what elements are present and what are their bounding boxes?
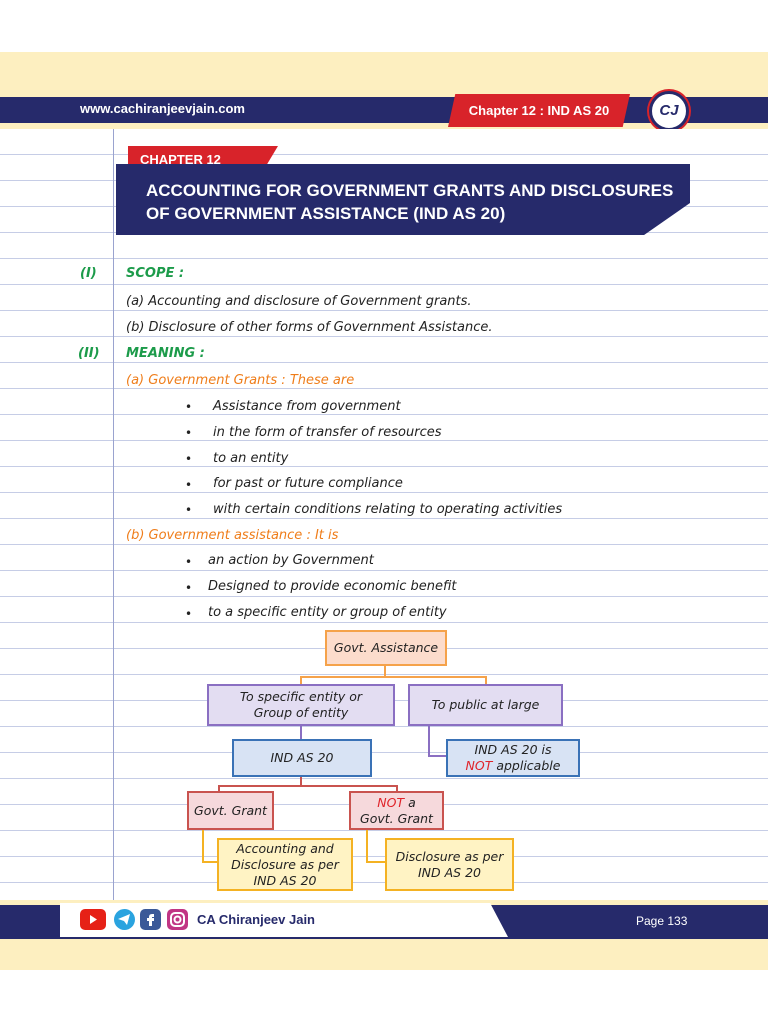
connector-grant-down bbox=[202, 829, 204, 863]
flow-govt-assistance bbox=[325, 630, 447, 666]
connector-not-grant-disc bbox=[366, 861, 386, 863]
logo-text: CJ bbox=[659, 102, 679, 119]
flow-disclosure bbox=[385, 838, 514, 891]
scope-item-b: (b) Disclosure of other forms of Government Assistance. bbox=[126, 320, 493, 335]
margin-line bbox=[113, 129, 114, 900]
connector-not-grant-down bbox=[366, 829, 368, 863]
flow-not-grant-not: NOT bbox=[377, 794, 405, 810]
grants-heading: (a) Government Grants : These are bbox=[126, 373, 355, 388]
flow-grant-label: Govt. Grant bbox=[194, 802, 267, 818]
section-number-meaning: (II) bbox=[78, 346, 100, 361]
chapter-label: CHAPTER 12 bbox=[140, 152, 221, 167]
flow-acc-line-2: Disclosure as per bbox=[231, 856, 339, 872]
scope-item-a: (a) Accounting and disclosure of Government grants. bbox=[126, 294, 472, 309]
connector-public-down bbox=[428, 725, 430, 757]
chapter-title-line-2: OF GOVERNMENT ASSISTANCE (IND AS 20) bbox=[146, 204, 506, 223]
scope-heading: SCOPE : bbox=[126, 266, 185, 281]
flow-disc-line-2: IND AS 20 bbox=[417, 864, 481, 880]
flow-na-line-2 bbox=[466, 758, 561, 774]
flow-public-label: To public at large bbox=[431, 697, 540, 712]
flow-disc-line-1: Disclosure as per bbox=[395, 848, 504, 864]
connector-indas-split bbox=[218, 785, 398, 787]
flow-specific-line-2: Group of entity bbox=[253, 705, 349, 720]
flow-specific-line-1: To specific entity or bbox=[239, 689, 363, 704]
bullet-icon: • bbox=[185, 478, 193, 492]
bullet-icon: • bbox=[185, 400, 193, 414]
chapter-title-line-1: ACCOUNTING FOR GOVERNMENT GRANTS AND DISCLOSURES bbox=[146, 181, 674, 200]
flow-na-not: NOT bbox=[465, 758, 493, 773]
instagram-icon[interactable] bbox=[167, 909, 188, 930]
grants-point-2: in the form of transfer of resources bbox=[213, 425, 442, 440]
connector-grant-acc bbox=[202, 861, 218, 863]
assistance-point-1: an action by Government bbox=[208, 553, 374, 568]
facebook-icon[interactable] bbox=[140, 909, 161, 930]
flow-public-at-large bbox=[408, 684, 563, 726]
bullet-icon: • bbox=[185, 555, 193, 569]
assistance-point-3: to a specific entity or group of entity bbox=[208, 605, 447, 620]
grants-point-3: to an entity bbox=[213, 451, 289, 466]
flow-not-grant-line-2: Govt. Grant bbox=[360, 810, 433, 826]
flow-ind-as-20 bbox=[232, 739, 372, 777]
chapter-tag: Chapter 12 : IND AS 20 bbox=[468, 103, 610, 118]
assistance-heading: (b) Government assistance : It is bbox=[126, 528, 339, 543]
grants-point-5: with certain conditions relating to operating activities bbox=[213, 502, 563, 517]
page-number: Page 133 bbox=[636, 914, 688, 928]
meaning-heading: MEANING : bbox=[126, 346, 205, 361]
grants-point-1: Assistance from government bbox=[213, 399, 401, 414]
flow-govt-assistance-label: Govt. Assistance bbox=[333, 640, 439, 655]
telegram-icon[interactable] bbox=[114, 909, 135, 930]
bullet-icon: • bbox=[185, 607, 193, 621]
chapter-title bbox=[146, 179, 686, 225]
flow-acc-line-1: Accounting and bbox=[236, 840, 334, 856]
bullet-icon: • bbox=[185, 426, 193, 440]
youtube-icon[interactable] bbox=[80, 909, 106, 930]
flow-not-grant-line-1 bbox=[377, 795, 415, 811]
flow-na-line-1: IND AS 20 is bbox=[474, 742, 552, 757]
connector-to-specific bbox=[300, 676, 302, 684]
bullet-icon: • bbox=[185, 452, 193, 466]
grants-point-4: for past or future compliance bbox=[213, 476, 403, 491]
footer-author-name: CA Chiranjeev Jain bbox=[197, 912, 316, 927]
flow-acc-line-3: IND AS 20 bbox=[253, 872, 317, 888]
connector-root-split bbox=[300, 676, 486, 678]
connector-specific-indas bbox=[300, 725, 302, 739]
cj-logo bbox=[649, 91, 689, 131]
connector-public-na bbox=[428, 755, 446, 757]
flow-ind-as-label: IND AS 20 bbox=[270, 750, 334, 765]
flow-not-applicable bbox=[446, 739, 580, 777]
flow-not-govt-grant bbox=[349, 791, 444, 830]
website-link[interactable]: www.cachiranjeevjain.com bbox=[80, 101, 245, 116]
bullet-icon: • bbox=[185, 503, 193, 517]
flow-govt-grant bbox=[187, 791, 274, 830]
bullet-icon: • bbox=[185, 581, 193, 595]
flow-na-rest: applicable bbox=[492, 758, 561, 773]
flow-specific-entity bbox=[207, 684, 395, 726]
flow-not-grant-a: a bbox=[404, 794, 416, 810]
assistance-point-2: Designed to provide economic benefit bbox=[208, 579, 457, 594]
section-number-scope: (I) bbox=[80, 266, 97, 281]
connector-to-public bbox=[485, 676, 487, 684]
flow-accounting-disclosure bbox=[217, 838, 353, 891]
